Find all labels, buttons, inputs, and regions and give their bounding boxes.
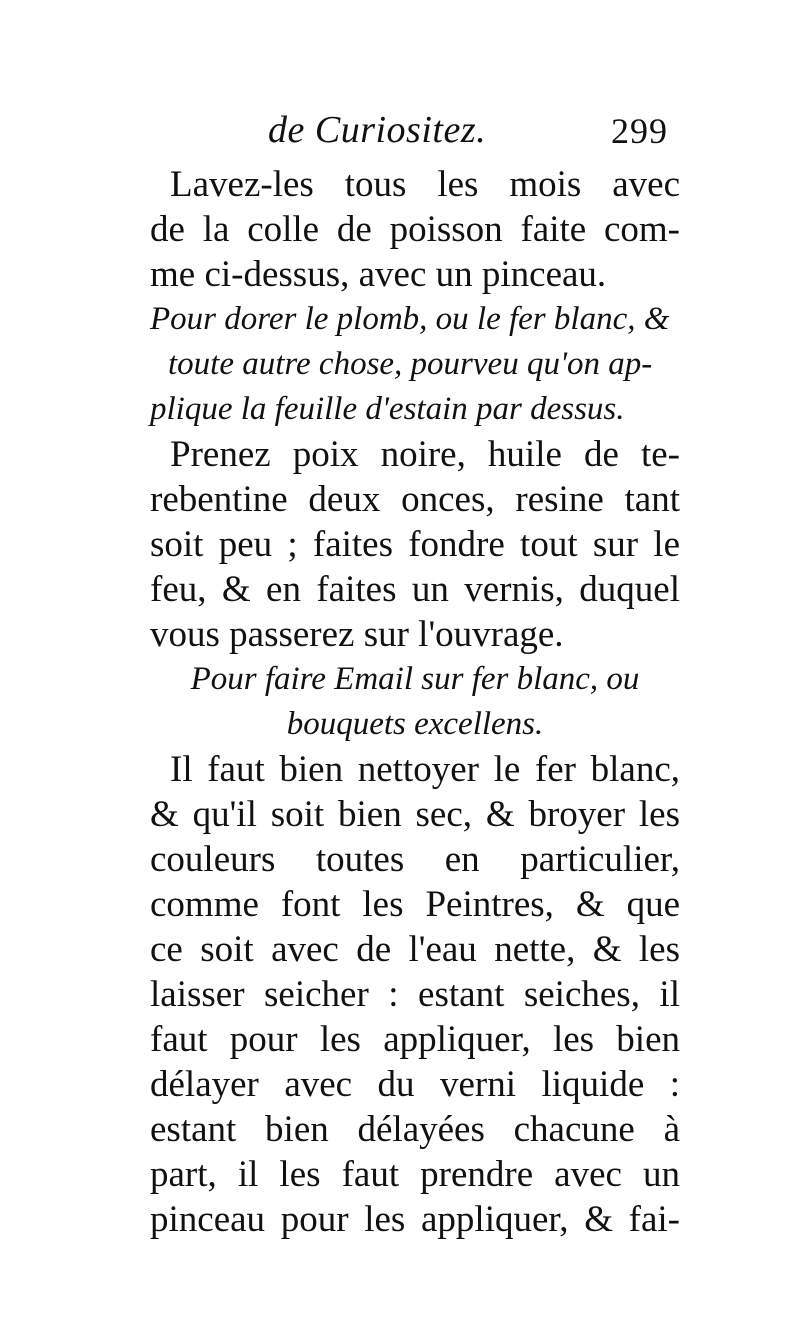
text-line: Il faut bien nettoyer le fer blanc,	[170, 749, 680, 790]
text-line: Lavez-les tous les mois avec	[170, 164, 680, 205]
section-heading-line: bouquets excellens.	[286, 706, 544, 742]
section-heading-line: Pour dorer le plomb, ou le fer blanc, &	[150, 301, 670, 337]
text-line: part, il les faut prendre avec un	[150, 1154, 680, 1195]
text-line: soit peu ; faites fondre tout sur le	[150, 524, 680, 565]
text-line: de la colle de poisson faite com-	[150, 209, 680, 250]
section-heading-line: toute autre chose, pourveu qu'on ap-	[168, 346, 653, 382]
section-heading-line: plique la feuille d'estain par dessus.	[150, 391, 625, 427]
page-header	[150, 108, 680, 164]
text-line: feu, & en faites un vernis, duquel	[150, 569, 680, 610]
text-line: rebentine deux onces, resine tant	[150, 479, 680, 520]
text-line: comme font les Peintres, & que	[150, 884, 680, 925]
text-line: estant bien délayées chacune à	[150, 1109, 680, 1150]
text-line: & qu'il soit bien sec, & broyer les	[150, 794, 680, 835]
body-text	[150, 162, 680, 1242]
text-line: ce soit avec de l'eau nette, & les	[150, 929, 680, 970]
text-line: laisser seicher : estant seiches, il	[150, 974, 680, 1015]
text-line: vous passerez sur l'ouvrage.	[150, 614, 564, 655]
page-number: 299	[611, 111, 668, 151]
running-title: de Curiositez.	[268, 109, 487, 151]
text-line: délayer avec du verni liquide :	[150, 1064, 680, 1105]
section-heading-line: Pour faire Email sur fer blanc, ou	[190, 661, 640, 697]
text-line: faut pour les appliquer, les bien	[150, 1019, 680, 1060]
text-line: Prenez poix noire, huile de te-	[170, 434, 680, 475]
text-line: pinceau pour les appliquer, & fai-	[150, 1199, 680, 1240]
text-line: me ci-dessus, avec un pinceau.	[150, 254, 607, 295]
text-line: couleurs toutes en particulier,	[150, 839, 680, 880]
